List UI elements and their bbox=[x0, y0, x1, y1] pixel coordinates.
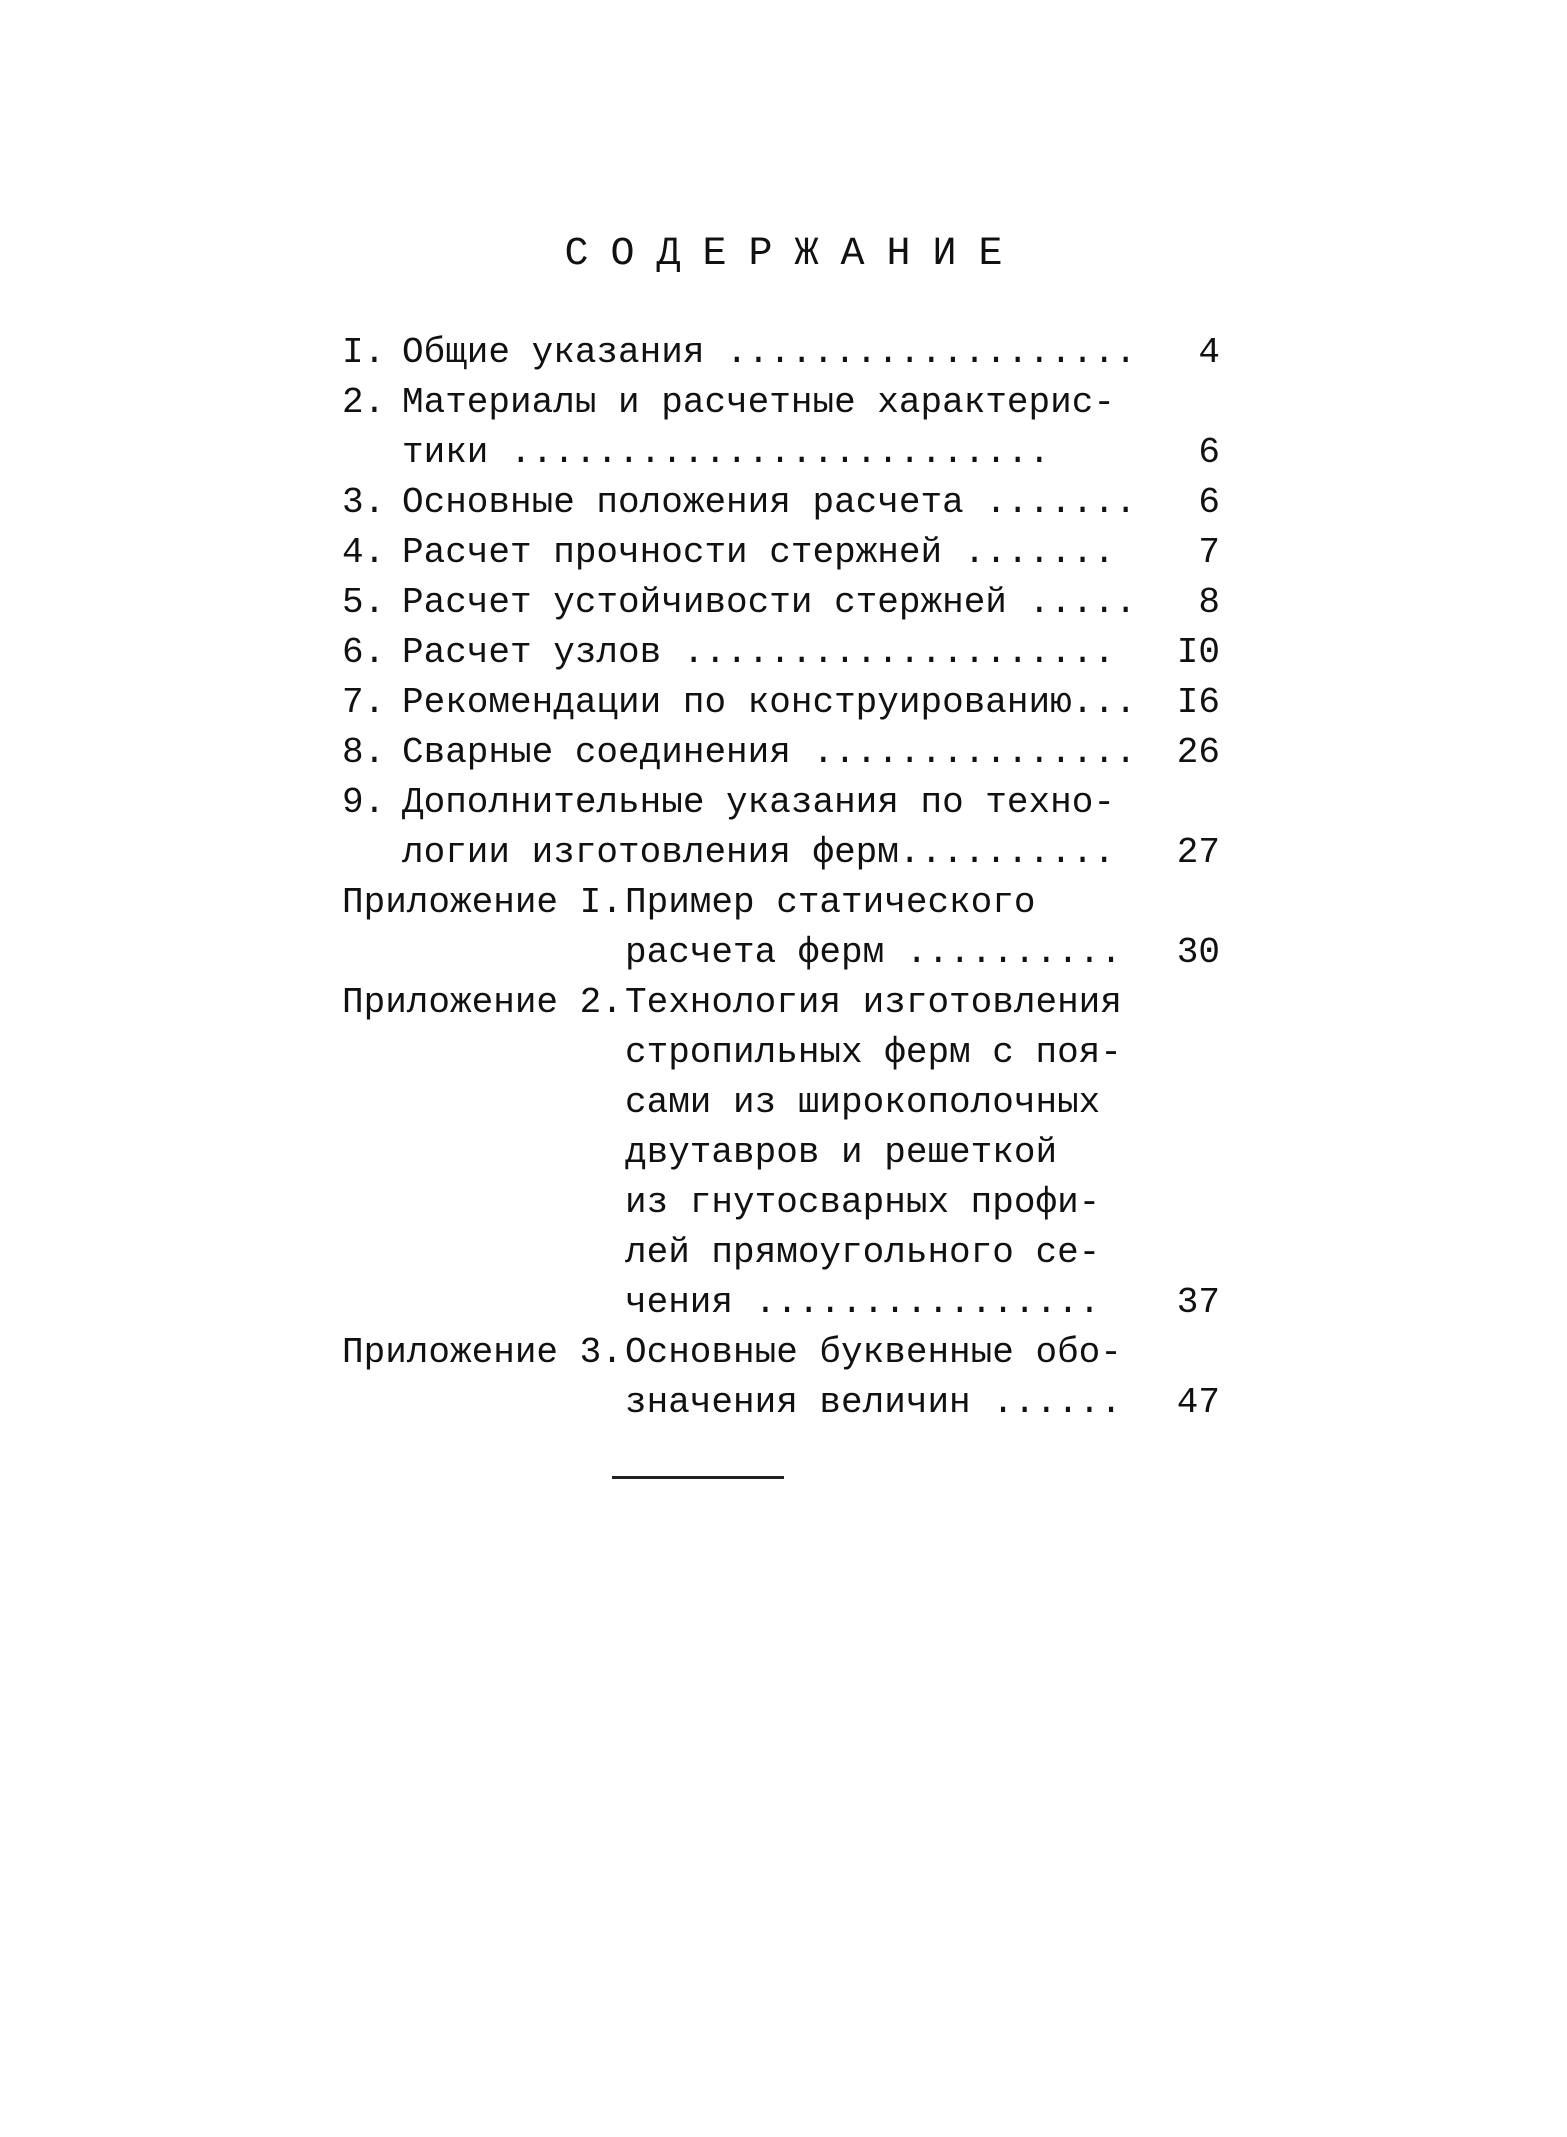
toc-entry-number: I. bbox=[342, 332, 386, 373]
toc-entry-title: Основные положения расчета ....... bbox=[402, 482, 1137, 523]
toc-entry-title: Расчет узлов .................... bbox=[402, 632, 1115, 673]
toc-entry-number: 8. bbox=[342, 732, 386, 773]
toc-entry-title: логии изготовления ферм.......... bbox=[402, 832, 1115, 873]
appendix-label: Приложение I. bbox=[342, 882, 623, 923]
appendix-entry-continuation bbox=[0, 928, 1567, 978]
toc-entry bbox=[0, 478, 1567, 528]
toc-entry-page: 7 bbox=[1198, 532, 1220, 573]
toc-entry bbox=[0, 778, 1567, 828]
toc-entry-title: Материалы и расчетные характерис- bbox=[402, 382, 1115, 423]
appendix-entry-continuation bbox=[0, 1178, 1567, 1228]
toc-entry-title: тики ......................... bbox=[402, 432, 1051, 473]
toc-entry bbox=[0, 528, 1567, 578]
toc-entry bbox=[0, 728, 1567, 778]
toc-entry-title: Сварные соединения ............... bbox=[402, 732, 1137, 773]
toc-entry-page: I0 bbox=[1176, 632, 1220, 673]
toc-entry-number: 2. bbox=[342, 382, 386, 423]
end-divider bbox=[612, 1476, 784, 1479]
appendix-page: 30 bbox=[1176, 932, 1220, 973]
toc-entry-title: Дополнительные указания по техно- bbox=[402, 782, 1115, 823]
appendix-title: лей прямоугольного се- bbox=[625, 1232, 1101, 1273]
toc-entry bbox=[0, 328, 1567, 378]
toc-entry-number: 3. bbox=[342, 482, 386, 523]
appendix-entry-continuation bbox=[0, 1378, 1567, 1428]
appendix-title: двутавров и решеткой bbox=[625, 1132, 1058, 1173]
appendix-title: сами из широкополочных bbox=[625, 1082, 1101, 1123]
appendix-title: Пример статического bbox=[625, 882, 1036, 923]
appendix-title: чения ................ bbox=[625, 1282, 1101, 1323]
toc-entry-number: 7. bbox=[342, 682, 386, 723]
appendix-entry bbox=[0, 878, 1567, 928]
toc-entry-number: 6. bbox=[342, 632, 386, 673]
appendix-title: из гнутосварных профи- bbox=[625, 1182, 1101, 1223]
toc-entry-page: 26 bbox=[1176, 732, 1220, 773]
appendix-title: Технология изготовления bbox=[625, 982, 1122, 1023]
toc-entry-title: Общие указания ................... bbox=[402, 332, 1137, 373]
page-title: СОДЕРЖАНИЕ bbox=[564, 232, 1025, 277]
appendix-page: 47 bbox=[1176, 1382, 1220, 1423]
toc-entry-number: 4. bbox=[342, 532, 386, 573]
toc-entry-page: I6 bbox=[1176, 682, 1220, 723]
toc-entry-page: 6 bbox=[1198, 482, 1220, 523]
appendix-label: Приложение 3. bbox=[342, 1332, 623, 1373]
toc-entry-page: 27 bbox=[1176, 832, 1220, 873]
appendix-entry-continuation bbox=[0, 1028, 1567, 1078]
toc-entry-title: Рекомендации по конструированию... bbox=[402, 682, 1137, 723]
appendix-entry-continuation bbox=[0, 1278, 1567, 1328]
toc-entry bbox=[0, 378, 1567, 428]
appendix-entry-continuation bbox=[0, 1128, 1567, 1178]
toc-entry bbox=[0, 578, 1567, 628]
toc-entry-number: 9. bbox=[342, 782, 386, 823]
appendix-title: значения величин ...... bbox=[625, 1382, 1122, 1423]
toc-entry-number: 5. bbox=[342, 582, 386, 623]
toc-entry-page: 4 bbox=[1198, 332, 1220, 373]
toc-entry-page: 6 bbox=[1198, 432, 1220, 473]
appendix-entry bbox=[0, 978, 1567, 1028]
appendix-entry-continuation bbox=[0, 1228, 1567, 1278]
toc-entry bbox=[0, 678, 1567, 728]
toc-entry bbox=[0, 628, 1567, 678]
toc-entry-page: 8 bbox=[1198, 582, 1220, 623]
appendix-entry bbox=[0, 1328, 1567, 1378]
toc-entry-title: Расчет устойчивости стержней ..... bbox=[402, 582, 1137, 623]
appendix-title: расчета ферм .......... bbox=[625, 932, 1122, 973]
appendix-page: 37 bbox=[1176, 1282, 1220, 1323]
toc-entry-title: Расчет прочности стержней ....... bbox=[402, 532, 1115, 573]
appendix-label: Приложение 2. bbox=[342, 982, 623, 1023]
appendix-title: Основные буквенные обо- bbox=[625, 1332, 1122, 1373]
appendix-title: стропильных ферм с поя- bbox=[625, 1032, 1122, 1073]
appendix-entry-continuation bbox=[0, 1078, 1567, 1128]
toc-entry-continuation bbox=[0, 428, 1567, 478]
toc-entry-continuation bbox=[0, 828, 1567, 878]
